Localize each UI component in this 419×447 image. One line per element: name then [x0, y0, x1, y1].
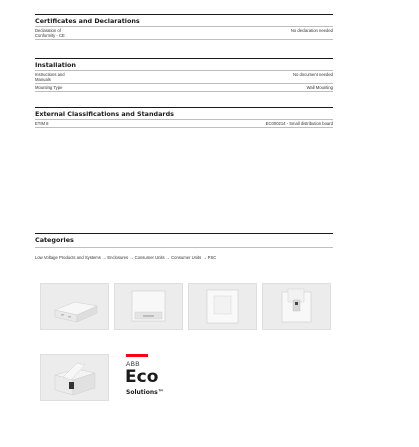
product-image-thumbnail[interactable] [40, 283, 109, 330]
category-breadcrumb[interactable]: Low Voltage Products and Systems → Enclosures → Consumer Units → Consumer Units → PSC [35, 255, 217, 260]
product-image-thumbnail[interactable] [114, 283, 183, 330]
spec-label: Mounting Type [35, 85, 63, 90]
external-classifications-section [35, 107, 333, 128]
spec-label: Declaration of Conformity - CE [35, 28, 65, 38]
spec-value: No document needed [292, 72, 333, 77]
categories-section [35, 233, 333, 260]
spec-label: Instructions and Manuals [35, 72, 65, 82]
eco-solutions-logo[interactable] [114, 343, 181, 410]
logo-subtitle: Solutions™ [126, 389, 164, 396]
logo-title: Eco [125, 367, 159, 387]
certificates-title: Certificates and Declarations [35, 14, 333, 26]
enclosure-front-image [115, 284, 182, 329]
spec-label: ETIM 8 [35, 121, 49, 126]
spec-value: EC000214 - Small distribution board [265, 121, 333, 126]
installation-section [35, 58, 333, 92]
spec-row [35, 119, 333, 128]
enclosure-angled-image [41, 284, 108, 329]
certificates-section [35, 14, 333, 40]
enclosure-open-image [263, 284, 330, 329]
product-image-thumbnail[interactable] [40, 354, 109, 401]
external-title: External Classifications and Standards [35, 107, 333, 119]
logo-accent-bar [126, 354, 148, 357]
enclosure-open-angled-image [41, 355, 108, 400]
spec-row [35, 26, 333, 40]
spec-value: Wall Mounting [306, 85, 333, 90]
categories-title: Categories [35, 233, 333, 245]
installation-title: Installation [35, 58, 333, 70]
product-image-thumbnail[interactable] [262, 283, 331, 330]
product-image-thumbnail[interactable] [188, 283, 257, 330]
spec-row [35, 70, 333, 83]
divider [35, 247, 333, 248]
enclosure-closed-image [189, 284, 256, 329]
spec-row [35, 83, 333, 92]
logo-brand: ABB [126, 361, 140, 368]
spec-value: No declaration needed [290, 28, 333, 33]
